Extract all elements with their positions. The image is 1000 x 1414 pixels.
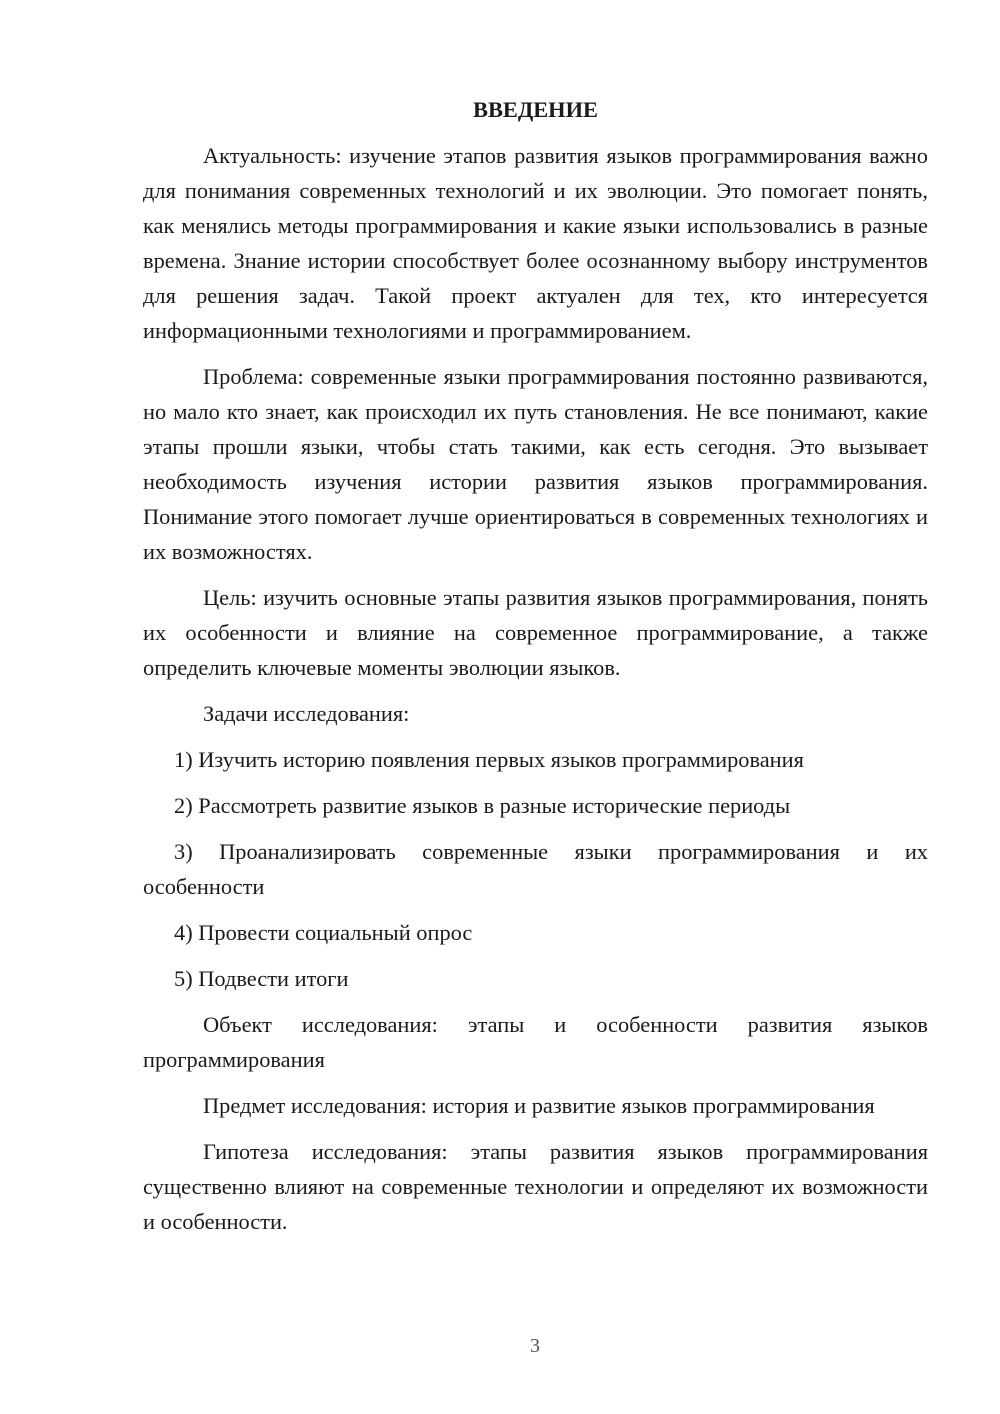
task-item-3: 3) Проанализировать современные языки программирования и их особенности (143, 839, 928, 899)
task-item-5: 5) Подвести итоги (174, 966, 349, 991)
paragraph-goal: Цель: изучить основные этапы развития языков программирования, понять их особенности и влияние на современное программирование, а также определить ключевые моменты эволюции языков. (143, 585, 928, 680)
paragraph-hypothesis: Гипотеза исследования: этапы развития языков программирования существенно влияют на современные технологии и определяют их возможности и особенности. (143, 1139, 928, 1234)
task-item-1: 1) Изучить историю появления первых языков программирования (174, 747, 804, 772)
paragraph-problem: Проблема: современные языки программирования постоянно развиваются, но мало кто знает, как происходил их путь становления. Не все понимают, какие этапы прошли языки, чтобы стать такими, как есть сегодня. Это вызывает необходимость изучения истории развития языков программирования. Понимание этого помогает лучше ориентироваться в современных технологиях и их возможностях. (143, 364, 928, 564)
page-number: 3 (530, 1335, 540, 1357)
paragraph-relevance: Актуальность: изучение этапов развития языков программирования важно для понимания современных технологий и их эволюции. Это помогает понять, как менялись методы программирования и какие языки использовались в разные времена. Знание истории способствует более осознанному выбору инструментов для решения задач. Такой проект актуален для тех, кто интересуется информационными технологиями и программированием. (143, 143, 928, 343)
paragraph-object: Объект исследования: этапы и особенности развития языков программирования (143, 1012, 928, 1072)
document-page (143, 92, 928, 1239)
tasks-heading: Задачи исследования: (203, 701, 410, 726)
task-item-2: 2) Рассмотреть развитие языков в разные исторические периоды (174, 793, 791, 818)
paragraph-subject: Предмет исследования: история и развитие языков программирования (203, 1093, 875, 1118)
section-title: ВВЕДЕНИЕ (473, 97, 598, 122)
task-item-4: 4) Провести социальный опрос (174, 920, 473, 945)
